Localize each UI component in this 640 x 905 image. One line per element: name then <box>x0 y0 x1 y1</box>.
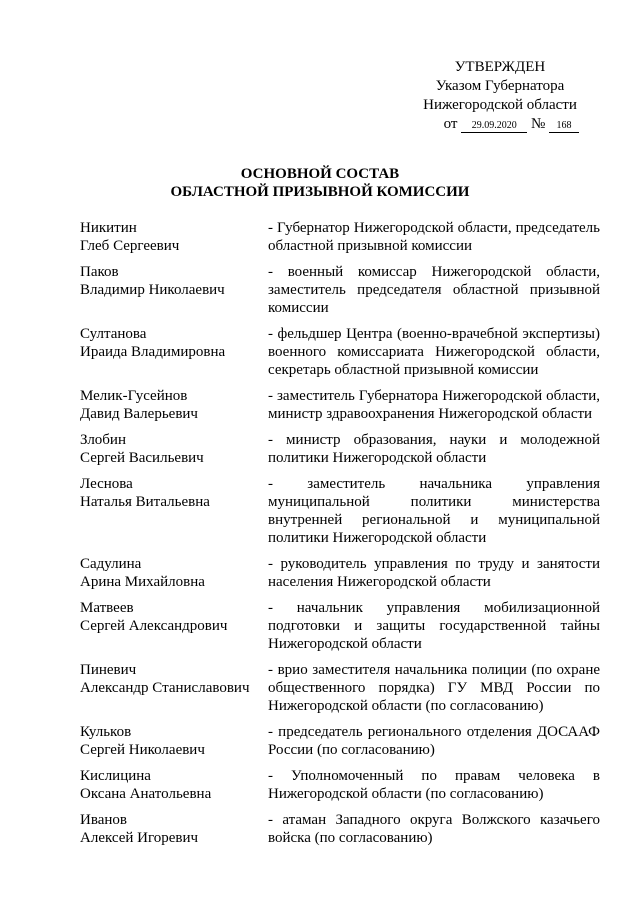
member-surname: Паков <box>80 264 119 280</box>
member-given-names: Давид Валерьевич <box>80 406 198 422</box>
member-surname: Кислицина <box>80 768 151 784</box>
member-role: - военный комиссар Нижегородской области, заместитель председателя областной призывной комиссии <box>268 264 600 316</box>
member-row <box>80 387 600 423</box>
member-given-names: Владимир Николаевич <box>80 282 225 298</box>
approval-region: Нижегородской области <box>423 97 577 113</box>
member-role: - врио заместителя начальника полиции (по охране общественного порядка) ГУ МВД России по Нижегородской области (по согласованию) <box>268 662 600 714</box>
member-row <box>80 661 600 715</box>
member-surname: Кульков <box>80 724 132 740</box>
approval-status: УТВЕРЖДЕН <box>454 59 546 75</box>
member-role: - председатель регионального отделения ДОСААФ России (по согласованию) <box>268 724 600 758</box>
decree-number: 168 <box>549 119 579 133</box>
document-title <box>0 165 640 201</box>
member-name <box>80 475 268 547</box>
member-role: - Губернатор Нижегородской области, председатель областной призывной комиссии <box>268 220 600 254</box>
member-row <box>80 263 600 317</box>
member-given-names: Оксана Анатольевна <box>80 786 212 802</box>
member-row <box>80 767 600 803</box>
member-name <box>80 767 268 803</box>
member-role: - заместитель начальника управления муниципальной политики министерства внутренней региональной и муниципальной политики Нижегородской области <box>268 476 600 546</box>
member-name <box>80 325 268 379</box>
members-list <box>80 219 600 855</box>
member-given-names: Александр Станиславович <box>80 680 250 696</box>
member-surname: Мелик-Гусейнов <box>80 388 188 404</box>
approval-by: Указом Губернатора <box>435 78 565 94</box>
member-name <box>80 811 268 847</box>
member-name <box>80 431 268 467</box>
member-row <box>80 599 600 653</box>
member-role: - атаман Западного округа Волжского казачьего войска (по согласованию) <box>268 812 600 846</box>
member-name <box>80 555 268 591</box>
member-given-names: Арина Михайловна <box>80 574 205 590</box>
member-name <box>80 723 268 759</box>
member-role: - фельдшер Центра (военно-врачебной экспертизы) военного комиссариата Нижегородской области, секретарь областной призывной комиссии <box>268 326 600 378</box>
date-prefix: от <box>443 116 458 132</box>
member-surname: Матвеев <box>80 600 134 616</box>
member-row <box>80 219 600 255</box>
member-surname: Садулина <box>80 556 142 572</box>
title-line-2: ОБЛАСТНОЙ ПРИЗЫВНОЙ КОМИССИИ <box>170 184 470 200</box>
member-name <box>80 219 268 255</box>
member-row <box>80 723 600 759</box>
number-sign: № <box>530 116 546 132</box>
member-name <box>80 661 268 715</box>
decree-date: 29.09.2020 <box>461 119 527 133</box>
title-line-1: ОСНОВНОЙ СОСТАВ <box>240 166 400 182</box>
member-surname: Султанова <box>80 326 147 342</box>
approval-stamp <box>390 58 610 134</box>
member-name <box>80 599 268 653</box>
member-given-names: Наталья Витальевна <box>80 494 210 510</box>
member-surname: Леснова <box>80 476 133 492</box>
member-surname: Пиневич <box>80 662 137 678</box>
member-given-names: Глеб Сергеевич <box>80 238 180 254</box>
member-role: - Уполномоченный по правам человека в Нижегородской области (по согласованию) <box>268 768 600 802</box>
member-surname: Никитин <box>80 220 137 236</box>
member-row <box>80 555 600 591</box>
member-surname: Иванов <box>80 812 127 828</box>
member-given-names: Сергей Александрович <box>80 618 228 634</box>
member-given-names: Ираида Владимировна <box>80 344 226 360</box>
member-row <box>80 811 600 847</box>
member-role: - начальник управления мобилизационной подготовки и защиты государственной тайны Нижегородской области <box>268 600 600 652</box>
member-surname: Злобин <box>80 432 126 448</box>
approval-date-line <box>390 115 610 134</box>
member-row <box>80 325 600 379</box>
member-given-names: Сергей Николаевич <box>80 742 205 758</box>
member-given-names: Алексей Игоревич <box>80 830 199 846</box>
member-role: - заместитель Губернатора Нижегородской области, министр здравоохранения Нижегородской области <box>268 388 600 422</box>
member-row <box>80 431 600 467</box>
member-role: - руководитель управления по труду и занятости населения Нижегородской области <box>268 556 600 590</box>
member-role: - министр образования, науки и молодежной политики Нижегородской области <box>268 432 600 466</box>
member-row <box>80 475 600 547</box>
member-name <box>80 263 268 317</box>
member-given-names: Сергей Васильевич <box>80 450 204 466</box>
member-name <box>80 387 268 423</box>
